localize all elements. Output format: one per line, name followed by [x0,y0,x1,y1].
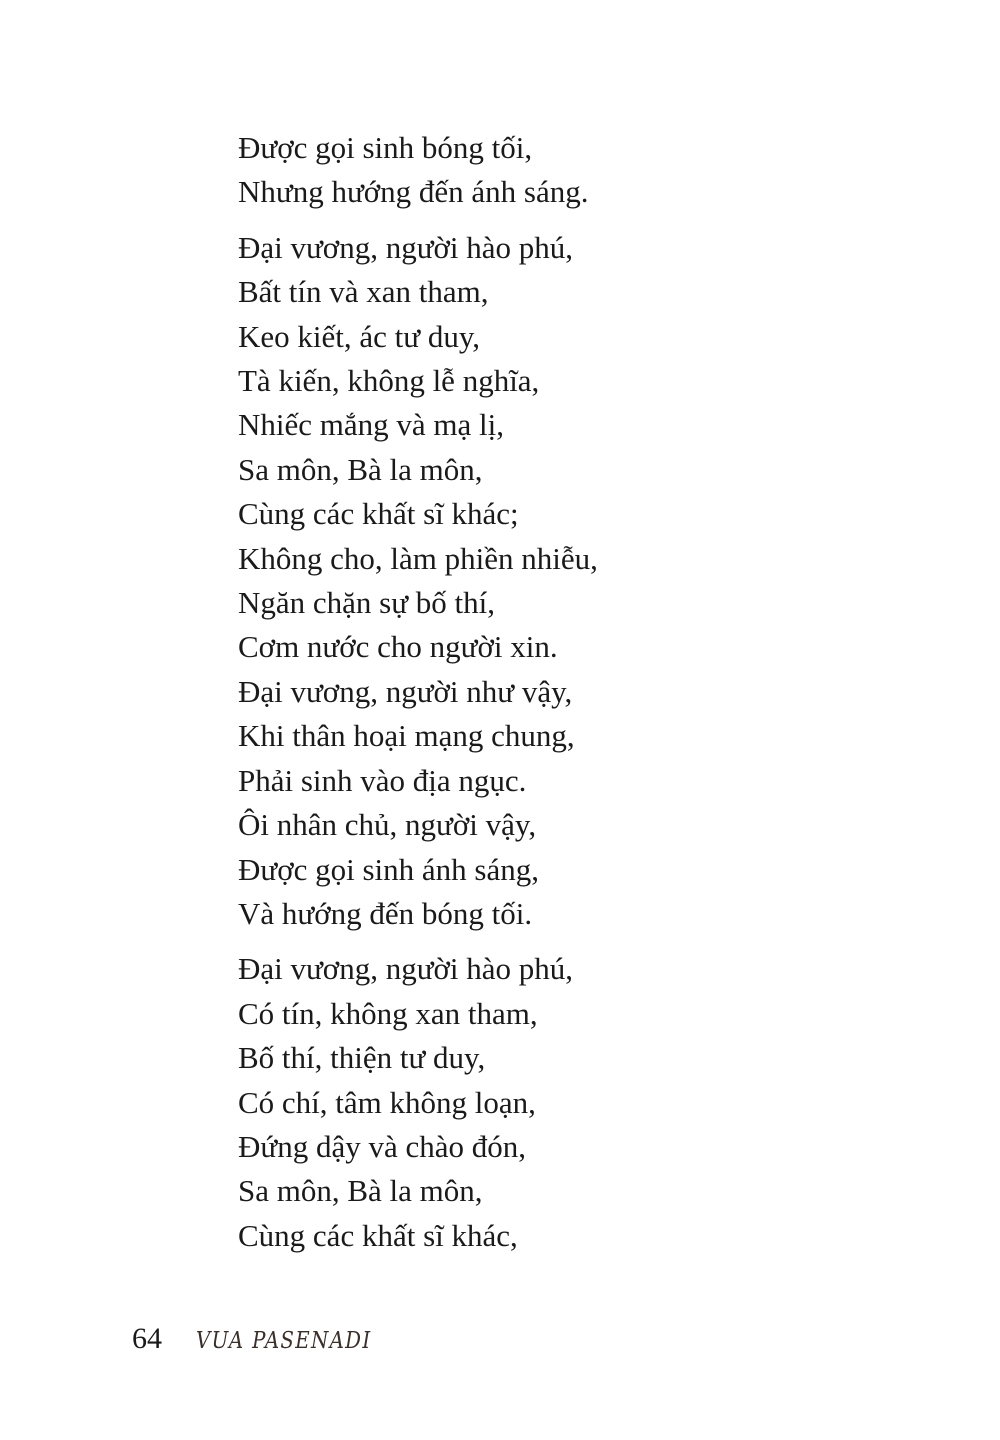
page-number: 64 [132,1322,162,1355]
poem-line: Sa môn, Bà la môn, [238,1173,483,1209]
stanza-1 [238,126,938,215]
poem-line: Và hướng đến bóng tối. [238,895,533,931]
poem-line: Ngăn chặn sự bố thí, [238,585,496,621]
poem-line: Không cho, làm phiền nhiễu, [238,540,598,576]
poem-line: Được gọi sinh ánh sáng, [238,851,539,887]
poem-body [238,126,938,1258]
poem-line: Được gọi sinh bóng tối, [238,130,533,165]
poem-line: Đại vương, người hào phú, [238,229,574,265]
poem-line: Tà kiến, không lễ nghĩa, [238,363,540,399]
stanza-2 [238,226,938,937]
poem-line: Có chí, tâm không loạn, [238,1084,536,1120]
poem-line: Cơm nước cho người xin. [238,629,558,665]
poem-line: Bất tín và xan tham, [238,274,489,310]
poem-line: Nhưng hướng đến ánh sáng. [238,174,589,210]
poem-line: Có tín, không xan tham, [238,995,538,1031]
poem-line: Bố thí, thiện tư duy, [238,1040,486,1076]
poem-line: Cùng các khất sĩ khác; [238,496,519,532]
poem-line: Đứng dậy và chào đón, [238,1128,526,1164]
poem-line: Nhiếc mắng và mạ lị, [238,407,504,443]
poem-line: Keo kiết, ác tư duy, [238,318,481,354]
stanza-3 [238,947,938,1258]
poem-line: Đại vương, người hào phú, [238,951,574,987]
poem-line: Khi thân hoại mạng chung, [238,718,575,754]
poem-line: Phải sinh vào địa ngục. [238,762,527,798]
poem-line: Cùng các khất sĩ khác, [238,1217,518,1253]
running-title: VUA PASENADI [196,1328,372,1354]
page-footer [132,1322,400,1366]
poem-line: Đại vương, người như vậy, [238,673,573,709]
poem-line: Sa môn, Bà la môn, [238,451,483,487]
poem-line: Ôi nhân chủ, người vậy, [238,807,537,843]
